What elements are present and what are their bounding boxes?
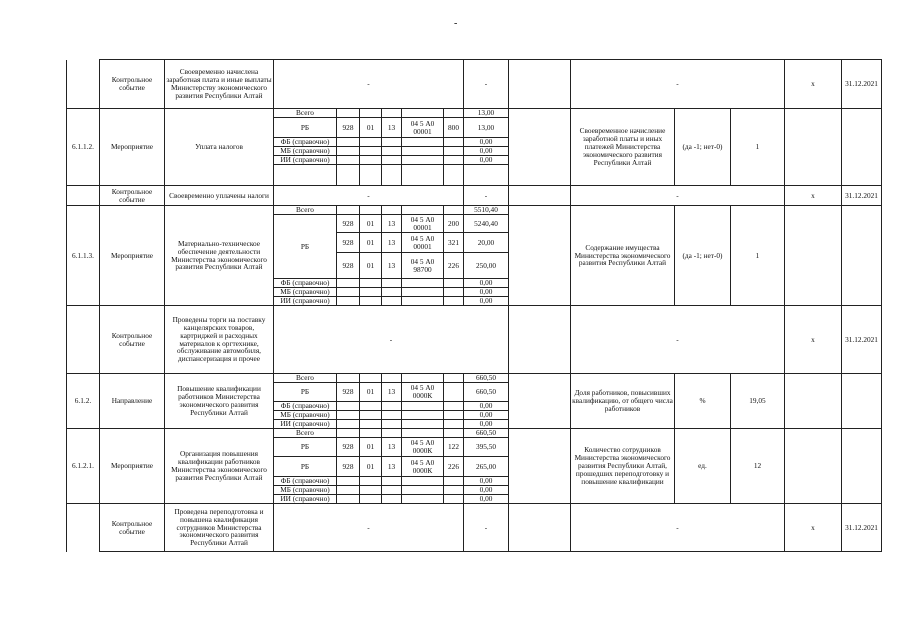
table-row: РБ 928 01 13 04 5 А0 00001 200 5240,40 (67, 215, 882, 233)
spacer-cell (509, 60, 571, 109)
table-row (67, 306, 882, 374)
amount-cell: 0,00 (464, 279, 509, 288)
code-cell (67, 186, 100, 206)
amount-cell: 250,00 (464, 253, 509, 279)
amount-cell: 0,00 (464, 402, 509, 411)
table-row (67, 206, 882, 215)
amount-cell: 0,00 (464, 495, 509, 504)
table-row: РБ 928 01 13 04 5 А0 0000К 660,50 (67, 383, 882, 402)
row-type-cell: Мероприятие (100, 109, 165, 186)
spacer-cell (509, 306, 571, 374)
amount-cell: 0,00 (464, 138, 509, 147)
table-row: РБ 928 01 13 04 5 А0 00001 800 13,00 (67, 118, 882, 138)
source-label: Всего (274, 206, 337, 215)
row-name-cell: Проведена переподготовка и повышена квалификация сотрудников Министерства экономического развития Республики Алтай (165, 504, 274, 552)
amount-cell: 0,00 (464, 156, 509, 165)
row-type-cell: Направление (100, 374, 165, 429)
dash-cell: - (464, 60, 509, 109)
amount-cell: 660,50 (464, 383, 509, 402)
amount-cell: 660,50 (464, 429, 509, 438)
dash-cell: - (274, 306, 509, 374)
amount-cell: 0,00 (464, 486, 509, 495)
indicator-cell: Своевременное начисление заработной платы и иных платежей Министерства экономического развития Республики Алтай (571, 109, 675, 186)
amount-cell: 0,00 (464, 411, 509, 420)
row-name-cell: Материально-техническое обеспечение деятельности Министерства экономического развития Республики Алтай (165, 206, 274, 306)
code-cell: 6.1.2.1. (67, 429, 100, 504)
row-name-cell: Организация повышения квалификации работников Министерства экономического развития Республики Алтай (165, 429, 274, 504)
source-label: МБ (справочно) (274, 147, 337, 156)
dash-cell: - (464, 504, 509, 552)
code-cell: 6.1.1.3. (67, 206, 100, 306)
table-row (67, 60, 882, 109)
unit-cell: ед. (675, 429, 731, 504)
dash-cell: - (464, 186, 509, 206)
code-cell (67, 504, 100, 552)
row-name-cell: Своевременно начислена заработная плата и иные выплаты Министерству экономического развития Республики Алтай (165, 60, 274, 109)
amount-cell: 5510,40 (464, 206, 509, 215)
source-label: ФБ (справочно) (274, 138, 337, 147)
code-cell: 6.1.2. (67, 374, 100, 429)
amount-cell: 13,00 (464, 118, 509, 138)
unit-cell: (да -1; нет-0) (675, 109, 731, 186)
x-mark-cell: x (785, 306, 842, 374)
value-cell: 1 (731, 109, 785, 186)
spacer-cell (509, 109, 571, 186)
source-label: ФБ (справочно) (274, 402, 337, 411)
code-cell: 6.1.1.2. (67, 109, 100, 186)
source-label: РБ (274, 383, 337, 402)
table-row (67, 504, 882, 552)
amount-cell: 0,00 (464, 477, 509, 486)
dash-cell: - (274, 60, 464, 109)
table-row (67, 109, 882, 118)
dash-cell: - (571, 60, 785, 109)
source-label: МБ (справочно) (274, 411, 337, 420)
row-name-cell: Проведены торги на поставку канцелярских товаров, картриджей и расходных материалов к оргтехнике, обслуживание автомобиля, диспансеризация и прочее (165, 306, 274, 374)
source-label: ФБ (справочно) (274, 279, 337, 288)
date-cell: 31.12.2021 (842, 306, 882, 374)
spacer-cell (509, 504, 571, 552)
dash-cell: - (274, 186, 464, 206)
x-mark-cell: x (785, 60, 842, 109)
row-name-cell: Уплата налогов (165, 109, 274, 186)
amount-cell: 660,50 (464, 374, 509, 383)
amount-cell: 265,00 (464, 457, 509, 477)
dash-cell: - (571, 186, 785, 206)
amount-cell: 13,00 (464, 109, 509, 118)
row-type-cell: Контрольное событие (100, 186, 165, 206)
source-label: ФБ (справочно) (274, 477, 337, 486)
source-label: МБ (справочно) (274, 486, 337, 495)
spacer-cell (509, 186, 571, 206)
value-cell: 12 (731, 429, 785, 504)
indicator-cell: Содержание имущества Министерства экономического развития Республики Алтай (571, 206, 675, 306)
amount-cell: 0,00 (464, 147, 509, 156)
source-label: ИИ (справочно) (274, 420, 337, 429)
unit-cell: % (675, 374, 731, 429)
code-cell (67, 60, 100, 109)
spacer-cell (509, 206, 571, 306)
amount-cell: 0,00 (464, 288, 509, 297)
x-mark-cell: x (785, 186, 842, 206)
amount-cell: 20,00 (464, 233, 509, 253)
value-cell: 1 (731, 206, 785, 306)
table-row: РБ 928 01 13 04 5 А0 0000К 122 395,50 (67, 438, 882, 457)
x-mark-cell: x (785, 504, 842, 552)
spacer-cell (509, 374, 571, 429)
source-label: РБ (274, 215, 337, 279)
source-label: Всего (274, 429, 337, 438)
spacer-cell (509, 429, 571, 504)
source-label: Всего (274, 109, 337, 118)
source-label: РБ (274, 438, 337, 457)
unit-cell: (да -1; нет-0) (675, 206, 731, 306)
indicator-cell: Количество сотрудников Министерства экономического развития Республики Алтай, прошедших переподготовку и повышение квалификации (571, 429, 675, 504)
source-label: Всего (274, 374, 337, 383)
source-label: РБ (274, 118, 337, 138)
table-row (67, 186, 882, 206)
table-row: 928 01 13 04 5 А0 00001 321 20,00 (67, 233, 882, 253)
page-number-mark: - (454, 18, 458, 29)
row-type-cell: Контрольное событие (100, 60, 165, 109)
value-cell: 19,05 (731, 374, 785, 429)
date-cell: 31.12.2021 (842, 60, 882, 109)
indicator-cell: Доля работников, повысивших квалификацию, от общего числа работников (571, 374, 675, 429)
row-type-cell: Контрольное событие (100, 504, 165, 552)
row-type-cell: Контрольное событие (100, 306, 165, 374)
date-cell: 31.12.2021 (842, 186, 882, 206)
source-label: ИИ (справочно) (274, 495, 337, 504)
dash-cell: - (571, 306, 785, 374)
table-row: 928 01 13 04 5 А0 98700 226 250,00 (67, 253, 882, 279)
table-row (67, 374, 882, 383)
source-label: ИИ (справочно) (274, 297, 337, 306)
row-name-cell: Своевременно уплачены налоги (165, 186, 274, 206)
amount-cell: 0,00 (464, 297, 509, 306)
source-label: РБ (274, 457, 337, 477)
amount-cell: 395,50 (464, 438, 509, 457)
table-row: РБ 928 01 13 04 5 А0 0000К 226 265,00 (67, 457, 882, 477)
row-type-cell: Мероприятие (100, 206, 165, 306)
amount-cell: 0,00 (464, 420, 509, 429)
amount-cell: 5240,40 (464, 215, 509, 233)
date-cell: 31.12.2021 (842, 504, 882, 552)
source-label: ИИ (справочно) (274, 156, 337, 165)
dash-cell: - (274, 504, 464, 552)
row-type-cell: Мероприятие (100, 429, 165, 504)
source-label: МБ (справочно) (274, 288, 337, 297)
table-row (67, 429, 882, 438)
code-cell (67, 306, 100, 374)
dash-cell: - (571, 504, 785, 552)
row-name-cell: Повышение квалификации работников Министерства экономического развития Республики Алтай (165, 374, 274, 429)
program-measures-table (66, 59, 882, 552)
